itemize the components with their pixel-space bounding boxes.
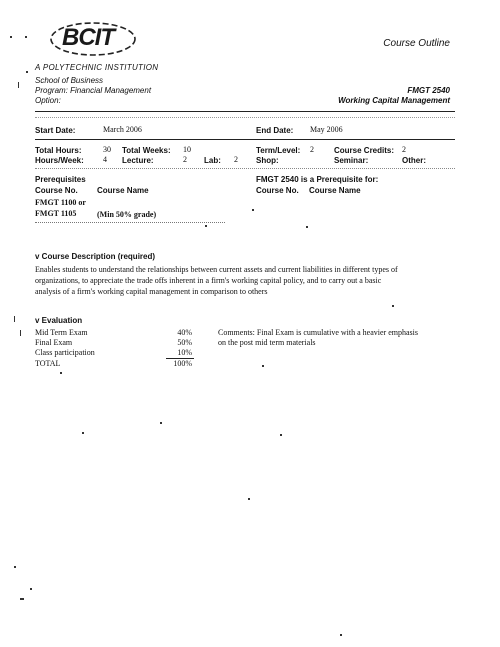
scan-speck	[205, 225, 207, 227]
eval-total-label: TOTAL	[35, 359, 61, 368]
bcit-logo	[48, 18, 138, 60]
eval-item-label: Mid Term Exam	[35, 328, 88, 337]
end-date-value: May 2006	[310, 125, 343, 134]
eval-comment-line-1: Comments: Final Exam is cumulative with a heavier emphasis	[218, 328, 418, 337]
description-line-3: analysis of a firm's working capital management in comparison to others	[35, 287, 268, 296]
prereq-line-2: FMGT 1105	[35, 209, 77, 218]
program-name: Program: Financial Management	[35, 86, 152, 95]
prereq-min-grade-note: (Min 50% grade)	[97, 210, 157, 219]
prereq-col-course-no: Course No.	[35, 186, 78, 195]
scan-speck	[160, 422, 162, 424]
scan-speck	[14, 566, 16, 568]
doc-type: Course Outline	[383, 38, 450, 49]
scan-speck	[18, 82, 19, 88]
course-description-heading: v Course Description (required)	[35, 252, 156, 261]
dates-divider	[35, 139, 455, 140]
school-name: School of Business	[35, 76, 104, 85]
lab-value: 2	[234, 155, 238, 164]
institution-tagline: A POLYTECHNIC INSTITUTION	[35, 63, 159, 72]
eval-item-value: 10%	[177, 348, 192, 357]
total-hours-label: Total Hours:	[35, 146, 82, 155]
other-label: Other:	[402, 156, 426, 165]
option-label: Option:	[35, 96, 61, 105]
evaluation-heading: v Evaluation	[35, 316, 83, 325]
description-line-2: organizations, to appreciate the trade offs inherent in a firm's working capital policy, and to carry out a basic	[35, 276, 382, 285]
lab-label: Lab:	[204, 156, 221, 165]
scan-speck	[340, 634, 342, 636]
total-weeks-value: 10	[183, 145, 191, 154]
prereq-col-course-name: Course Name	[97, 186, 149, 195]
end-date-label: End Date:	[256, 126, 294, 135]
scan-speck	[26, 71, 28, 73]
lecture-value: 2	[183, 155, 187, 164]
eval-comment-line-2: on the post mid term materials	[218, 338, 316, 347]
eval-total-value: 100%	[173, 359, 192, 368]
scan-speck	[30, 588, 32, 590]
prereq-for-col-course-name: Course Name	[309, 186, 361, 195]
eval-item-label: Class participation	[35, 348, 95, 357]
scan-speck	[306, 226, 308, 228]
eval-item-value: 50%	[177, 338, 192, 347]
scan-speck	[60, 372, 62, 374]
scan-speck	[20, 330, 21, 336]
header-divider	[35, 111, 455, 112]
scan-speck	[20, 598, 24, 600]
description-line-1: Enables students to understand the relationships between current assets and current liabilities in different types of	[35, 265, 398, 274]
hours-divider	[35, 168, 455, 169]
total-hours-value: 30	[103, 145, 111, 154]
scan-speck	[25, 36, 27, 38]
header-divider-dotted	[35, 117, 455, 118]
course-credits-label: Course Credits:	[334, 146, 395, 155]
scan-speck	[280, 434, 282, 436]
scan-speck	[248, 498, 250, 500]
eval-item-value: 40%	[177, 328, 192, 337]
prereq-for-col-course-no: Course No.	[256, 186, 299, 195]
scan-speck	[392, 305, 394, 307]
prereq-for-title: FMGT 2540 is a Prerequisite for:	[256, 175, 379, 184]
prereq-line-1: FMGT 1100 or	[35, 198, 86, 207]
eval-item-label: Final Exam	[35, 338, 73, 347]
term-level-value: 2	[310, 145, 314, 154]
hours-week-label: Hours/Week:	[35, 156, 84, 165]
course-code: FMGT 2540	[407, 86, 450, 95]
course-credits-value: 2	[402, 145, 406, 154]
shop-label: Shop:	[256, 156, 279, 165]
prerequisites-title: Prerequisites	[35, 175, 86, 184]
seminar-label: Seminar:	[334, 156, 369, 165]
prereq-divider	[35, 222, 225, 223]
scan-speck	[10, 36, 12, 38]
logo-text: BCIT	[62, 24, 114, 51]
term-level-label: Term/Level:	[256, 146, 301, 155]
lecture-label: Lecture:	[122, 156, 154, 165]
start-date-value: March 2006	[103, 125, 142, 134]
scan-speck	[82, 432, 84, 434]
scan-speck	[262, 365, 264, 367]
scan-speck	[14, 316, 15, 322]
scan-speck	[252, 209, 254, 211]
hours-week-value: 4	[103, 155, 107, 164]
course-title: Working Capital Management	[338, 96, 450, 105]
start-date-label: Start Date:	[35, 126, 76, 135]
total-weeks-label: Total Weeks:	[122, 146, 171, 155]
